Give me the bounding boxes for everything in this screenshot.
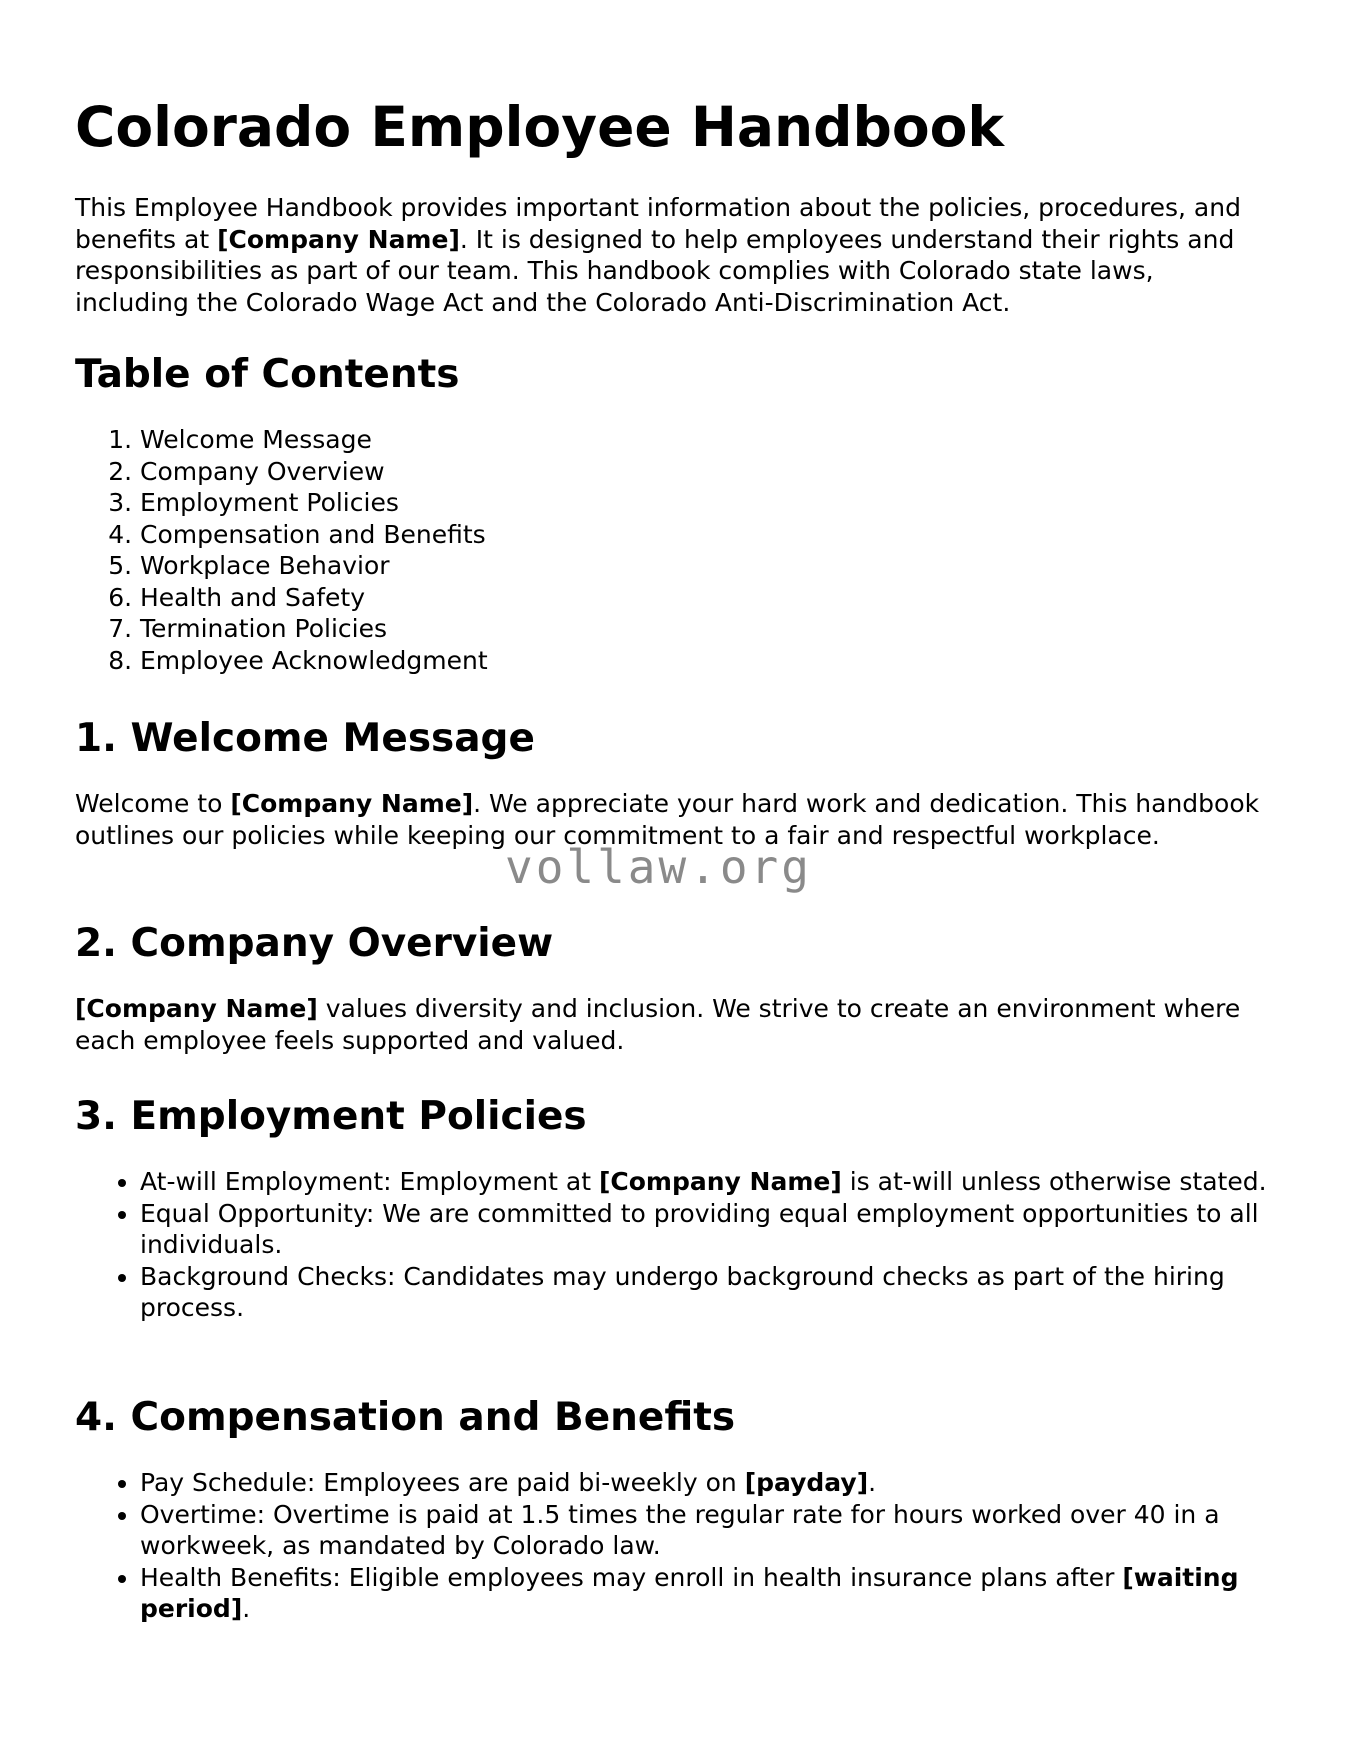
list-item: • Pay Schedule: Employees are paid bi-weekly on [payday]. [140, 1467, 1275, 1499]
company-name-placeholder: [Company Name] [598, 1167, 842, 1196]
employment-list [75, 1166, 1275, 1324]
toc-item: 1. Welcome Message [140, 424, 1275, 456]
welcome-heading: 1. Welcome Message [75, 716, 535, 761]
toc-item: 5. Workplace Behavior [140, 550, 1275, 582]
overview-section [75, 921, 1275, 1056]
toc-item: 6. Health and Safety [140, 582, 1275, 614]
intro-section [75, 192, 1275, 318]
payday-placeholder: [payday] [744, 1468, 869, 1497]
toc-item: 2. Company Overview [140, 456, 1275, 488]
compensation-section [75, 1395, 1275, 1625]
waiting-period-placeholder: [waiting period] [140, 1562, 1239, 1623]
toc-item: 4. Compensation and Benefits [140, 519, 1275, 551]
welcome-paragraph: Welcome to [Company Name]. We appreciate your hard work and dedication. This handbook outlines our policies while keeping our commitment to a fair and respectful workplace. [75, 789, 1260, 850]
toc-section [75, 352, 1275, 676]
list-item: • Background Checks: Candidates may undergo background checks as part of the hiring process. [140, 1261, 1275, 1324]
list-item: • Equal Opportunity: We are committed to providing equal employment opportunities to all individuals. [140, 1198, 1275, 1261]
employment-heading: 3. Employment Policies [75, 1094, 587, 1139]
list-item: • Overtime: Overtime is paid at 1.5 times the regular rate for hours worked over 40 in a workweek, as mandated by Colorado law. [140, 1499, 1275, 1562]
toc-item: 8. Employee Acknowledgment [140, 645, 1275, 677]
overview-paragraph: [Company Name] values diversity and inclusion. We strive to create an environment where each employee feels supported and valued. [75, 994, 1241, 1055]
company-name-placeholder: [Company Name] [75, 994, 318, 1023]
overview-heading: 2. Company Overview [75, 921, 554, 966]
toc-heading: Table of Contents [75, 352, 460, 397]
watermark: vollaw.org [505, 840, 812, 894]
company-name-placeholder: [Company Name] [230, 789, 474, 818]
list-item: • Health Benefits: Eligible employees may enroll in health insurance plans after [waiting period]. [140, 1562, 1275, 1625]
intro-paragraph: This Employee Handbook provides important information about the policies, procedures, and benefits at [Company Name]. It is designed to help employees understand their rights and responsibilities as part of our team. This handbook complies with Colorado state laws, including the Colorado Wage Act and the Colorado Anti-Discrimination Act. [75, 193, 1241, 317]
toc-list [75, 424, 1275, 676]
list-item: • At-will Employment: Employment at [Company Name] is at-will unless otherwise stated. [140, 1166, 1275, 1198]
page-title: Colorado Employee Handbook [75, 95, 1005, 159]
compensation-list [75, 1467, 1275, 1625]
welcome-section [75, 716, 1275, 851]
compensation-heading: 4. Compensation and Benefits [75, 1395, 736, 1440]
company-name-placeholder: [Company Name] [217, 224, 460, 254]
employment-section [75, 1094, 1275, 1324]
toc-item: 7. Termination Policies [140, 613, 1275, 645]
toc-item: 3. Employment Policies [140, 487, 1275, 519]
